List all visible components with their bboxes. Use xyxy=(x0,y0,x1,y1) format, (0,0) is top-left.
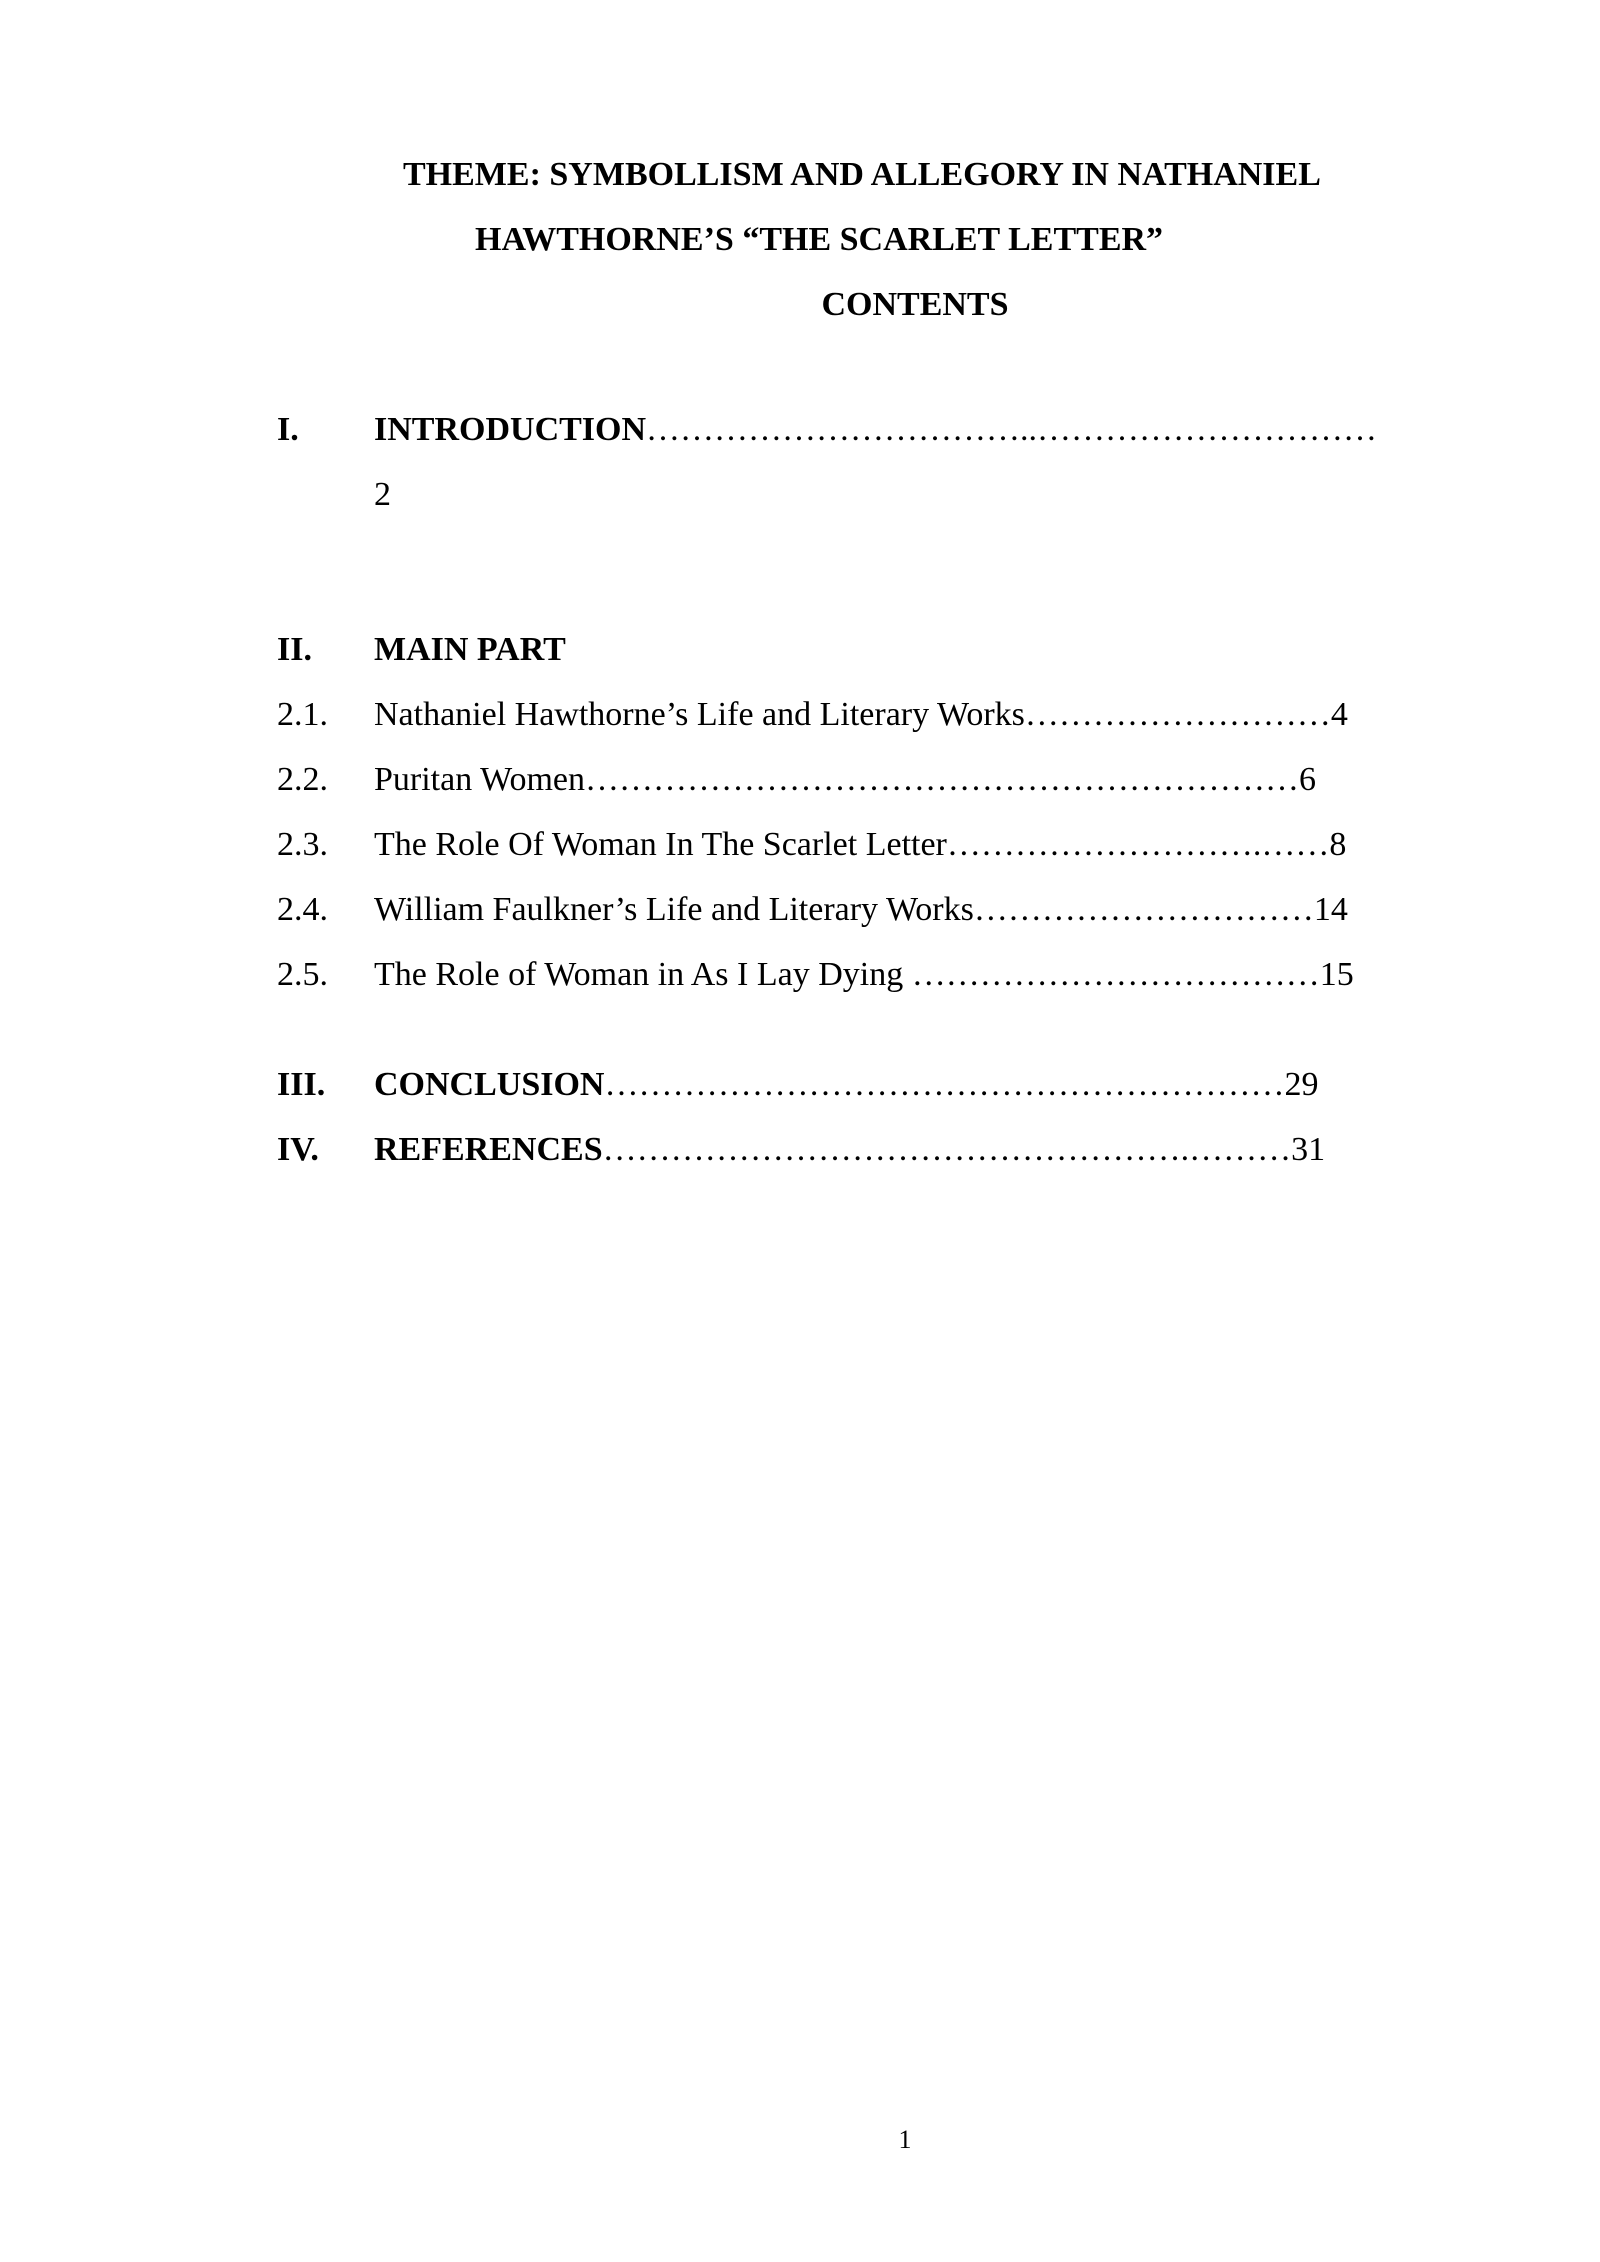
table-of-contents xyxy=(277,410,1487,1195)
toc-subentry xyxy=(277,760,1487,825)
toc-number: 2.5. xyxy=(277,956,328,993)
toc-entry-text: The Role Of Woman In The Scarlet Letter……………………….……8 xyxy=(374,826,1347,863)
toc-label: REFERENCES xyxy=(374,1131,603,1168)
toc-entry-conclusion xyxy=(277,1065,1487,1130)
toc-leader-dots: …………………………………………….………31 xyxy=(602,1131,1326,1168)
toc-subentry xyxy=(277,695,1487,760)
toc-page-number: 2 xyxy=(374,476,391,513)
toc-label: CONCLUSION xyxy=(374,1066,605,1103)
title-line-1: THEME: SYMBOLLISM AND ALLEGORY IN NATHANIEL xyxy=(403,156,1321,193)
toc-number: II. xyxy=(277,631,312,668)
toc-number: 2.3. xyxy=(277,826,328,863)
toc-number: 2.1. xyxy=(277,696,328,733)
toc-number: 2.4. xyxy=(277,891,328,928)
toc-subentry xyxy=(277,890,1487,955)
toc-entry-text: William Faulkner’s Life and Literary Works…………………………14 xyxy=(374,891,1348,928)
toc-entry-text: Nathaniel Hawthorne’s Life and Literary Works………………………4 xyxy=(374,696,1348,733)
contents-heading: CONTENTS xyxy=(821,286,1009,323)
toc-leader-dots: ……………………………………………………29 xyxy=(604,1066,1319,1103)
toc-entry-references xyxy=(277,1130,1487,1195)
toc-entry-text: Puritan Women………………………………………………………6 xyxy=(374,761,1317,798)
toc-number: 2.2. xyxy=(277,761,328,798)
toc-subentry xyxy=(277,825,1487,890)
toc-number: I. xyxy=(277,411,299,448)
toc-label: MAIN PART xyxy=(374,631,566,668)
toc-entry-text: The Role of Woman in As I Lay Dying ………………………………15 xyxy=(374,956,1354,993)
toc-label: INTRODUCTION xyxy=(374,411,647,448)
toc-entry-main-part xyxy=(277,630,1487,695)
toc-subentry xyxy=(277,955,1487,1020)
toc-number: IV. xyxy=(277,1131,319,1168)
toc-entry-introduction xyxy=(277,410,1487,475)
toc-number: III. xyxy=(277,1066,326,1103)
title-line-2: HAWTHORNE’S “THE SCARLET LETTER” xyxy=(475,221,1164,258)
page-number: 1 xyxy=(898,2125,912,2154)
toc-leader-dots: ……………………………..………………………… xyxy=(646,411,1378,448)
